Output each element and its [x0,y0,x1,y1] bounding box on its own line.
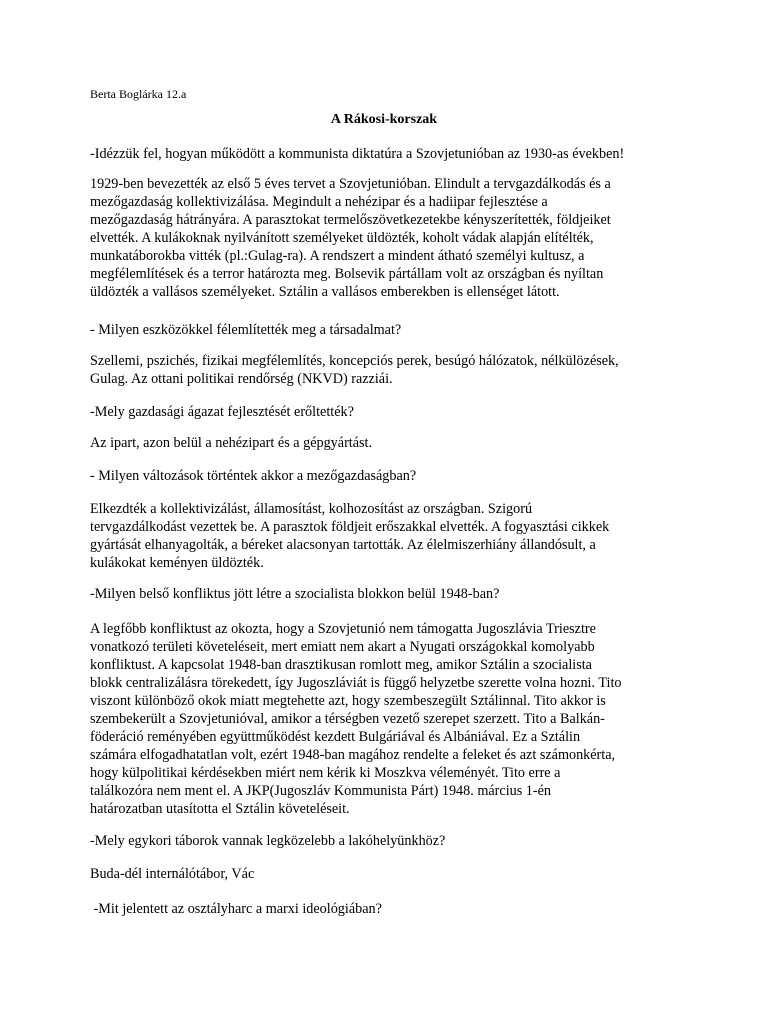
answer-1-line: üldözték a vallásos személyeket. Sztálin a vallásos emberekben is ellenséget látott. [90,284,560,300]
answer-5-line: vonatkozó területi követeléseit, mert emiatt nem akart a Nyugati országokkal komolyabb [90,639,595,655]
answer-1-line: munkatáborokba vitték (pl.:Gulag-ra). A rendszert a mindent átható személyi kultusz, a [90,248,585,264]
answer-5-line: konfliktust. A kapcsolat 1948-ban drasztikusan romlott meg, amikor Sztálin a szocialista [90,657,592,673]
answer-4-line: kulákokat keményen üldözték. [90,555,264,571]
answer-1 [90,175,690,301]
answer-1-line: 1929-ben bevezették az első 5 éves tervet a Szovjetunióban. Elindult a tervgazdálkodás és a [90,176,611,192]
answer-5-line: szembekerült a Szovjetunióval, amikor a térségben vezető szerepet szerzett. Tito a Balkán- [90,711,605,727]
question-3: -Mely gazdasági ágazat fejlesztését erőltették? [90,404,354,420]
question-2: - Milyen eszközökkel félemlítették meg a társadalmat? [90,322,402,338]
answer-4 [90,500,690,572]
answer-5-line: viszont különböző okok miatt megtehette azt, hogy szembeszegült Sztálinnal. Tito akkor is [90,693,606,709]
answer-2-line: Gulag. Az ottani politikai rendőrség (NKVD) razziái. [90,371,393,387]
answer-2 [90,352,690,388]
answer-1-line: mezőgazdaság hátrányára. A parasztokat termelőszövetkezetekbe kényszerítették, földjeiket [90,212,611,228]
answer-4-line: Elkezdték a kollektivizálást, államosítást, kolhozosítást az országban. Szigorú [90,501,533,517]
answer-4-line: tervgazdálkodást vezettek be. A parasztok földjeit erőszakkal elvették. A fogyasztási cikkek [90,519,610,535]
question-1: -Idézzük fel, hogyan működött a kommunista diktatúra a Szovjetunióban az 1930-as években! [90,146,625,162]
answer-5-line: találkozóra nem ment el. A JKP(Jugoszláv Kommunista Párt) 1948. március 1-én [90,783,552,799]
question-7: -Mit jelentett az osztályharc a marxi ideológiában? [90,901,382,917]
answer-4-line: gyártását elhanyagolták, a béreket alacsonyan tartották. Az élelmiszerhiány állandósult, a [90,537,596,553]
answer-5-line: föderáció reményében együttműködést kezdett Bulgáriával és Albániával. Ez a Sztálin [90,729,581,745]
document-title: A Rákosi-korszak [330,112,438,127]
answer-5-line: blokk centralizálásra törekedett, így Jugoszláviát is függő helyzetbe szerette volna hozni. Tito [90,675,622,691]
author-line: Berta Boglárka 12.a [90,87,187,101]
answer-5-line: határozatban utasította el Sztálin követeléseit. [90,801,350,817]
answer-6: Buda-dél internálótábor, Vác [90,866,255,882]
answer-1-line: elvették. A kulákoknak nyilvánított személyeket üldözték, koholt vádak alapján elítélték, [90,230,594,246]
question-4: - Milyen változások történtek akkor a mezőgazdaságban? [90,468,417,484]
question-5: -Milyen belső konfliktus jött létre a szocialista blokkon belül 1948-ban? [90,586,500,602]
answer-1-line: megfélemlítések és a terror határozta meg. Bolsevik pártállam volt az országban és nyíltan [90,266,604,282]
answer-3: Az ipart, azon belül a nehézipart és a gépgyártást. [90,435,373,451]
answer-5-line: számára elfogadhatatlan volt, ezért 1948-ban magához rendelte a feleket és azt számonkérta, [90,747,616,763]
answer-1-line: mezőgazdaság kollektivizálása. Megindult a nehézipar és a hadiipar fejlesztése a [90,194,548,210]
answer-5-line: A legfőbb konfliktust az okozta, hogy a Szovjetunió nem támogatta Jugoszlávia Triesztre [90,621,596,637]
answer-5-line: hogy külpolitikai kérdésekben miért nem kérik ki Moszkva véleményét. Tito erre a [90,765,561,781]
answer-5 [90,620,690,818]
question-6: -Mely egykori táborok vannak legközelebb a lakóhelyünkhöz? [90,833,446,849]
answer-2-line: Szellemi, pszichés, fizikai megfélemlítés, koncepciós perek, besúgó hálózatok, nélkülözések, [90,353,619,369]
